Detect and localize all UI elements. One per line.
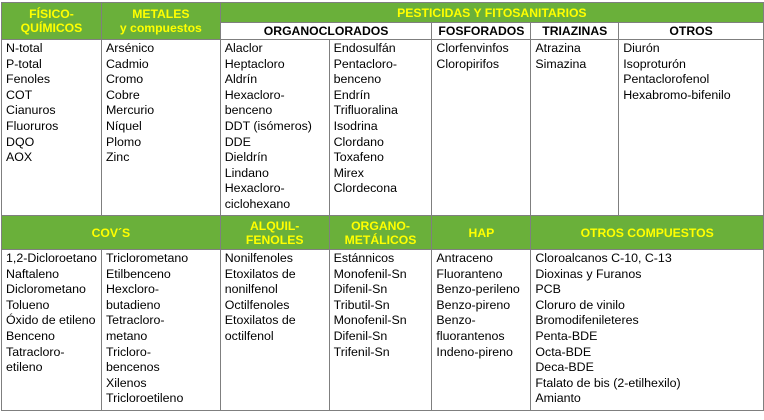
list-item: PCB <box>535 282 561 297</box>
list-item: nonilfenol <box>224 282 278 297</box>
pollutants-table <box>1 2 764 411</box>
list-item: Tetracloro- <box>105 313 165 328</box>
header-organometalicos: ORGANO- METÁLICOS <box>329 216 432 250</box>
subheader-triazinas: TRIAZINAS <box>531 23 619 40</box>
top-header-row <box>2 3 764 23</box>
list-item: bencenos <box>105 360 160 375</box>
list-item: Endosulfán <box>333 41 396 55</box>
list-item: Tricloroetileno <box>105 391 184 406</box>
list-item: N-total <box>6 41 43 55</box>
list-item: Tatracloro- <box>6 344 65 359</box>
cell-organoclorados-2 <box>329 40 432 216</box>
header-metales: METALES y compuestos <box>101 3 220 40</box>
list-item: Alaclor <box>224 41 263 55</box>
list-item: Diurón <box>623 41 660 55</box>
list-item: Toxafeno <box>333 150 384 165</box>
list-item: Cloruro de vinilo <box>535 297 625 312</box>
cell-hap <box>432 250 531 411</box>
list-item: Hexacloro- <box>224 181 285 196</box>
list-item: Tricloro- <box>105 344 151 359</box>
list-item: Benzo-perileno <box>436 282 520 297</box>
list-item: Hexacloro- <box>224 87 285 102</box>
list-item: DDE <box>224 134 251 149</box>
bottom-data-row <box>2 250 764 411</box>
list-item: Clordano <box>333 134 384 149</box>
list-item: Octa-BDE <box>535 344 592 359</box>
header-covs: COV´S <box>2 216 221 250</box>
list-item: Aldrín <box>224 72 258 87</box>
list-item: AOX <box>6 150 33 165</box>
list-item: Bromodifenileteres <box>535 313 639 328</box>
list-item: etileno <box>6 360 43 375</box>
list-item: Benzo-pireno <box>436 297 511 312</box>
cell-organoclorados-1 <box>220 40 329 216</box>
header-otros-compuestos: OTROS COMPUESTOS <box>531 216 764 250</box>
subheader-fosforados: FOSFORADOS <box>432 23 531 40</box>
list-item: DDT (isómeros) <box>224 118 312 133</box>
list-item: Endrín <box>333 87 371 102</box>
list-item: Fluoruros <box>6 118 59 133</box>
list-item: benceno <box>333 72 382 87</box>
list-item: Octilfenoles <box>224 297 290 312</box>
list-item: Isoproturón <box>623 56 686 71</box>
list-item: Xilenos <box>105 375 147 390</box>
list-item: Hexcloro- <box>105 282 160 297</box>
cell-triazinas <box>531 40 619 216</box>
list-item: Naftaleno <box>6 266 60 281</box>
list-item: Atrazina <box>535 41 581 55</box>
list-item: Antraceno <box>436 251 493 265</box>
list-item: ciclohexano <box>224 196 291 211</box>
list-item: Zinc <box>105 150 130 165</box>
cell-fisico-quimicos <box>2 40 102 216</box>
header-fisico-quimicos: FÍSICO- QUÍMICOS <box>2 3 102 40</box>
list-item: Trifluoralina <box>333 103 398 118</box>
list-item: Dioxinas y Furanos <box>535 266 642 281</box>
list-item: Trifenil-Sn <box>333 344 390 359</box>
list-item: metano <box>105 328 148 343</box>
list-item: Nonilfenoles <box>224 251 293 265</box>
subheader-otros: OTROS <box>619 23 764 40</box>
list-item: Clordecona <box>333 181 397 196</box>
list-item: Plomo <box>105 134 142 149</box>
list-item: Cromo <box>105 72 144 87</box>
list-item: Hexabromo-bifenilo <box>623 87 731 102</box>
list-item: Isodrina <box>333 118 378 133</box>
list-item: Ftalato de bis (2-etilhexilo) <box>535 375 681 390</box>
header-alquilfenoles: ALQUIL- FENOLES <box>220 216 329 250</box>
list-item: 1,2-Dicloroetano <box>6 251 97 265</box>
list-item: Simazina <box>535 56 587 71</box>
list-item: Óxido de etileno <box>6 313 96 328</box>
list-item: octilfenol <box>224 328 274 343</box>
header-hap: HAP <box>432 216 531 250</box>
header-pesticidas: PESTICIDAS Y FITOSANITARIOS <box>220 3 763 23</box>
list-item: Etilbenceno <box>105 266 171 281</box>
list-item: Mercurio <box>105 103 155 118</box>
list-item: Diclorometano <box>6 282 86 297</box>
list-item: Difenil-Sn <box>333 328 388 343</box>
list-item: Heptacloro <box>224 56 285 71</box>
list-item: Penta-BDE <box>535 328 598 343</box>
list-item: Indeno-pireno <box>436 344 513 359</box>
top-data-row <box>2 40 764 216</box>
list-item: DQO <box>6 134 35 149</box>
cell-covs-2 <box>101 250 220 411</box>
list-item: Tolueno <box>6 297 50 312</box>
list-item: Cloropirifos <box>436 56 500 71</box>
list-item: Estánnicos <box>333 251 395 265</box>
list-item: Benceno <box>6 328 55 343</box>
list-item: Dieldrín <box>224 150 268 165</box>
cell-otros <box>619 40 764 216</box>
list-item: Fluoranteno <box>436 266 503 281</box>
list-item: benceno <box>224 103 273 118</box>
list-item: Níquel <box>105 118 142 133</box>
list-item: Difenil-Sn <box>333 282 388 297</box>
list-item: P-total <box>6 56 42 71</box>
list-item: Mirex <box>333 165 364 180</box>
cell-covs-1 <box>2 250 102 411</box>
list-item: Triclorometano <box>105 251 189 265</box>
cell-organometalicos <box>329 250 432 411</box>
list-item: Deca-BDE <box>535 360 594 375</box>
list-item: Arsénico <box>105 41 155 55</box>
list-item: Pentaclorofenol <box>623 72 710 87</box>
list-item: butadieno <box>105 297 161 312</box>
list-item: Cadmio <box>105 56 149 71</box>
list-item: Cianuros <box>6 103 56 118</box>
list-item: Monofenil-Sn <box>333 313 407 328</box>
cell-alquilfenoles <box>220 250 329 411</box>
cell-otros-compuestos <box>531 250 764 411</box>
list-item: COT <box>6 87 33 102</box>
list-item: Clorfenvinfos <box>436 41 509 55</box>
list-item: Fenoles <box>6 72 51 87</box>
list-item: Etoxilatos de <box>224 313 296 328</box>
list-item: Monofenil-Sn <box>333 266 407 281</box>
list-item: Lindano <box>224 165 269 180</box>
list-item: Cobre <box>105 87 140 102</box>
list-item: Benzo- <box>436 313 476 328</box>
cell-metales <box>101 40 220 216</box>
list-item: Cloroalcanos C-10, C-13 <box>535 251 672 265</box>
bottom-header-row <box>2 216 764 250</box>
list-item: Tributil-Sn <box>333 297 390 312</box>
list-item: Etoxilatos de <box>224 266 296 281</box>
list-item: fluorantenos <box>436 328 505 343</box>
cell-fosforados <box>432 40 531 216</box>
list-item: Pentacloro- <box>333 56 397 71</box>
list-item: Amianto <box>535 391 581 406</box>
subheader-organoclorados: ORGANOCLORADOS <box>220 23 432 40</box>
